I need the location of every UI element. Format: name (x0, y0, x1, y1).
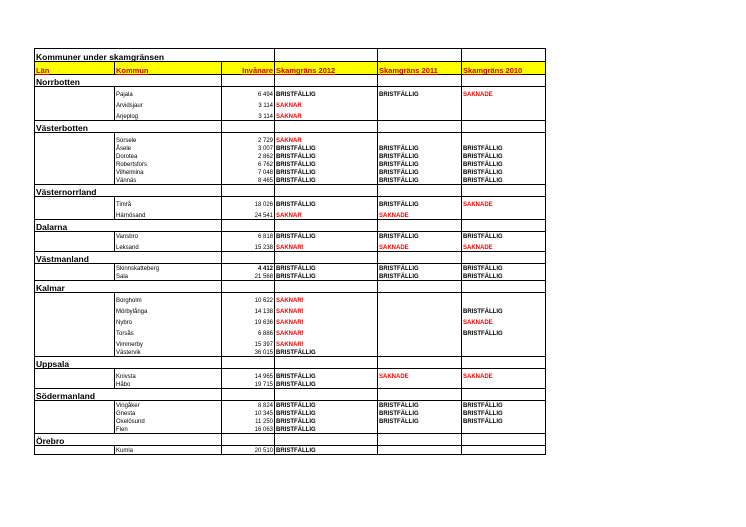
population-value: 2 729 (222, 133, 275, 145)
kommun-name: Härnösand (115, 208, 222, 220)
population-value: 3 114 (222, 109, 275, 121)
population-value: 18 026 (222, 197, 275, 209)
status-cell: SAKNAR! (275, 315, 378, 326)
status-cell: BRISTFÄLLIG (462, 409, 546, 417)
status-cell: BRISTFÄLLIG (378, 168, 462, 176)
kommun-name: Torsås (115, 326, 222, 337)
status-cell: SAKNAR (275, 98, 378, 109)
status-cell: BRISTFÄLLIG (275, 160, 378, 168)
status-cell: BRISTFÄLLIG (275, 264, 378, 273)
region-row (35, 281, 546, 293)
header-2010: Skamgräns 2010 (462, 62, 546, 75)
status-cell: BRISTFÄLLIG (275, 401, 378, 410)
kommun-name: Knivsta (115, 369, 222, 381)
region-name: Kalmar (35, 281, 115, 293)
population-value: 15 238 (222, 240, 275, 252)
population-value: 6 762 (222, 160, 275, 168)
header-row (35, 62, 546, 75)
table-row (35, 87, 546, 99)
table-row (35, 337, 546, 348)
region-name: Västerbotten (35, 121, 115, 133)
kommun-name: Vansbro (115, 232, 222, 241)
kommun-name: Dorotea (115, 152, 222, 160)
status-cell (378, 109, 462, 121)
status-cell (378, 446, 462, 455)
population-value: 16 063 (222, 425, 275, 434)
kommun-name: Skinnskatteberg (115, 264, 222, 273)
status-cell: SAKNADE (462, 87, 546, 99)
status-cell: BRISTFÄLLIG (378, 144, 462, 152)
region-row (35, 252, 546, 264)
table-row (35, 401, 546, 410)
status-cell: BRISTFÄLLIG (275, 380, 378, 389)
status-cell: SAKNAR! (275, 293, 378, 305)
status-cell: BRISTFÄLLIG (462, 144, 546, 152)
status-cell: BRISTFÄLLIG (275, 446, 378, 455)
status-cell: BRISTFÄLLIG (462, 304, 546, 315)
population-value: 10 622 (222, 293, 275, 305)
title-row (35, 49, 546, 62)
status-cell (462, 133, 546, 145)
status-cell (378, 293, 462, 305)
kommun-name: Västervik (115, 348, 222, 357)
status-cell: BRISTFÄLLIG (378, 232, 462, 241)
region-name: Västmanland (35, 252, 115, 264)
status-cell: BRISTFÄLLIG (462, 152, 546, 160)
status-cell (462, 425, 546, 434)
kommun-name: Leksand (115, 240, 222, 252)
kommun-name: Vingåker (115, 401, 222, 410)
region-name: Västernorrland (35, 185, 115, 197)
region-row (35, 185, 546, 197)
status-cell (378, 425, 462, 434)
population-value: 14 138 (222, 304, 275, 315)
table-row (35, 232, 546, 241)
status-cell: BRISTFÄLLIG (378, 160, 462, 168)
status-cell (462, 98, 546, 109)
region-row (35, 220, 546, 232)
status-cell: BRISTFÄLLIG (275, 144, 378, 152)
status-cell (378, 380, 462, 389)
status-cell: SAKNAR! (275, 326, 378, 337)
status-cell (378, 133, 462, 145)
kommun-name: Sorsele (115, 133, 222, 145)
status-cell: SAKNAR! (275, 337, 378, 348)
status-cell: BRISTFÄLLIG (378, 409, 462, 417)
table-row (35, 326, 546, 337)
population-value: 21 568 (222, 272, 275, 281)
status-cell (462, 208, 546, 220)
table-row (35, 293, 546, 305)
table-row (35, 425, 546, 434)
table-row (35, 264, 546, 273)
status-cell: SAKNAR (275, 208, 378, 220)
table-row (35, 208, 546, 220)
status-cell: BRISTFÄLLIG (275, 272, 378, 281)
population-value: 7 048 (222, 168, 275, 176)
header-invanare: Invånare (222, 62, 275, 75)
region-row (35, 357, 546, 369)
header-kommun: Kommun (115, 62, 222, 75)
population-value: 6 494 (222, 87, 275, 99)
region-name: Uppsala (35, 357, 115, 369)
status-cell: SAKNADE (378, 369, 462, 381)
status-cell (462, 446, 546, 455)
kommun-name: Gnesta (115, 409, 222, 417)
status-cell (462, 109, 546, 121)
status-cell: SAKNADE (378, 240, 462, 252)
table-row (35, 446, 546, 455)
status-cell: BRISTFÄLLIG (378, 264, 462, 273)
status-cell: BRISTFÄLLIG (275, 176, 378, 185)
status-cell: BRISTFÄLLIG (378, 197, 462, 209)
region-name: Dalarna (35, 220, 115, 232)
kommun-name: Nybro (115, 315, 222, 326)
status-cell (378, 326, 462, 337)
status-cell: SAKNAR! (275, 304, 378, 315)
kommun-name: Arjeplog (115, 109, 222, 121)
table-row (35, 315, 546, 326)
population-value: 2 862 (222, 152, 275, 160)
table-row (35, 369, 546, 381)
status-cell (462, 380, 546, 389)
table-row (35, 144, 546, 152)
status-cell: BRISTFÄLLIG (275, 168, 378, 176)
status-cell (462, 293, 546, 305)
table-row (35, 152, 546, 160)
kommun-name: Mörbylånga (115, 304, 222, 315)
header-lan: Län (35, 62, 115, 75)
table-row (35, 348, 546, 357)
status-cell: BRISTFÄLLIG (378, 272, 462, 281)
status-cell: SAKNADE (462, 315, 546, 326)
status-cell: BRISTFÄLLIG (462, 401, 546, 410)
table-row (35, 160, 546, 168)
status-cell: SAKNADE (462, 240, 546, 252)
status-cell: BRISTFÄLLIG (378, 87, 462, 99)
table-row (35, 176, 546, 185)
status-cell: SAKNADE (378, 208, 462, 220)
status-cell: BRISTFÄLLIG (462, 264, 546, 273)
kommun-name: Timrå (115, 197, 222, 209)
table-row (35, 98, 546, 109)
header-2012: Skamgräns 2012 (275, 62, 378, 75)
status-cell (378, 348, 462, 357)
table-row (35, 409, 546, 417)
status-cell: SAKNADE (462, 197, 546, 209)
status-cell: BRISTFÄLLIG (462, 417, 546, 425)
population-value: 10 345 (222, 409, 275, 417)
kommun-name: Vännäs (115, 176, 222, 185)
status-cell (378, 315, 462, 326)
status-cell: BRISTFÄLLIG (378, 417, 462, 425)
status-cell: BRISTFÄLLIG (462, 168, 546, 176)
status-cell: BRISTFÄLLIG (462, 272, 546, 281)
status-cell: BRISTFÄLLIG (462, 326, 546, 337)
kommun-name: Vimmerby (115, 337, 222, 348)
table-row (35, 109, 546, 121)
population-value: 3 007 (222, 144, 275, 152)
table-row (35, 168, 546, 176)
table-row (35, 240, 546, 252)
population-value: 19 715 (222, 380, 275, 389)
kommun-name: Åsele (115, 144, 222, 152)
status-cell: BRISTFÄLLIG (462, 160, 546, 168)
status-cell: BRISTFÄLLIG (378, 401, 462, 410)
status-cell: BRISTFÄLLIG (275, 152, 378, 160)
skamgrans-table (34, 48, 546, 455)
population-value: 6 886 (222, 326, 275, 337)
kommun-name: Robertsfors (115, 160, 222, 168)
status-cell: BRISTFÄLLIG (275, 369, 378, 381)
status-cell (378, 98, 462, 109)
status-cell (462, 337, 546, 348)
table-row (35, 272, 546, 281)
status-cell (462, 348, 546, 357)
kommun-name: Flen (115, 425, 222, 434)
status-cell: BRISTFÄLLIG (275, 409, 378, 417)
kommun-name: Sala (115, 272, 222, 281)
population-value: 8 465 (222, 176, 275, 185)
status-cell: BRISTFÄLLIG (378, 176, 462, 185)
region-name: Norrbotten (35, 75, 115, 87)
kommun-name: Pajala (115, 87, 222, 99)
kommun-name: Vilhelmina (115, 168, 222, 176)
status-cell: SAKNAR! (275, 240, 378, 252)
header-2011: Skamgräns 2011 (378, 62, 462, 75)
status-cell (378, 337, 462, 348)
kommun-name: Borgholm (115, 293, 222, 305)
status-cell: BRISTFÄLLIG (462, 232, 546, 241)
population-value: 3 114 (222, 98, 275, 109)
kommun-name: Kumla (115, 446, 222, 455)
population-value: 36 015 (222, 348, 275, 357)
region-row (35, 75, 546, 87)
status-cell: BRISTFÄLLIG (275, 417, 378, 425)
kommun-name: Oxelösund (115, 417, 222, 425)
status-cell: BRISTFÄLLIG (378, 152, 462, 160)
status-cell: BRISTFÄLLIG (275, 232, 378, 241)
status-cell: SAKNADE (462, 369, 546, 381)
table-row (35, 380, 546, 389)
table-row (35, 417, 546, 425)
status-cell: BRISTFÄLLIG (275, 197, 378, 209)
population-value: 19 636 (222, 315, 275, 326)
population-value: 20 510 (222, 446, 275, 455)
region-name: Örebro (35, 434, 115, 446)
kommun-name: Håbo (115, 380, 222, 389)
table-row (35, 304, 546, 315)
table-row (35, 133, 546, 145)
population-value: 8 824 (222, 401, 275, 410)
status-cell (378, 304, 462, 315)
population-value: 4 412 (222, 264, 275, 273)
region-row (35, 389, 546, 401)
population-value: 24 541 (222, 208, 275, 220)
region-row (35, 434, 546, 446)
status-cell: SAKNAR (275, 109, 378, 121)
population-value: 6 818 (222, 232, 275, 241)
population-value: 15 397 (222, 337, 275, 348)
page-title: Kommuner under skamgränsen (35, 49, 222, 62)
status-cell: BRISTFÄLLIG (275, 87, 378, 99)
status-cell: BRISTFÄLLIG (275, 425, 378, 434)
status-cell: SAKNAR (275, 133, 378, 145)
population-value: 14 965 (222, 369, 275, 381)
status-cell: BRISTFÄLLIG (462, 176, 546, 185)
region-name: Södermanland (35, 389, 115, 401)
region-row (35, 121, 546, 133)
kommun-name: Arvidsjaur (115, 98, 222, 109)
status-cell: BRISTFÄLLIG (275, 348, 378, 357)
table-row (35, 197, 546, 209)
population-value: 11 250 (222, 417, 275, 425)
